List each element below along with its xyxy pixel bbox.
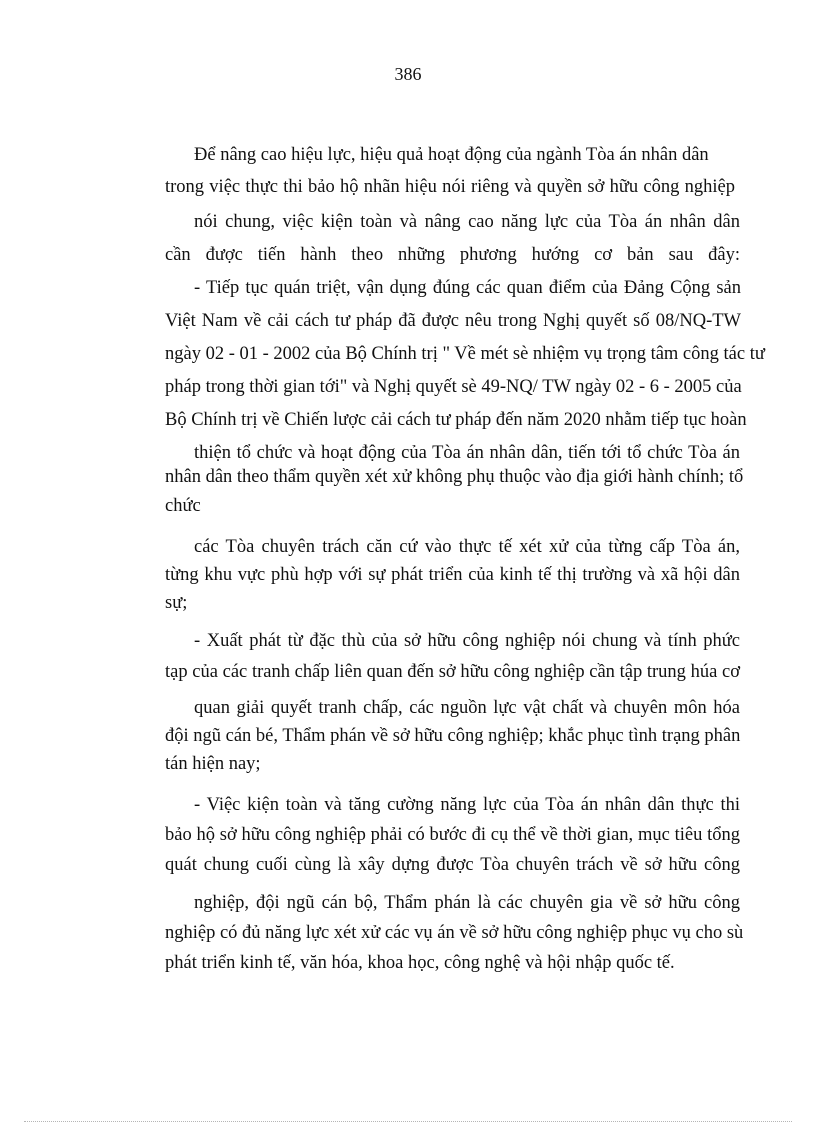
text-line-2: trong việc thực thi bảo hộ nhãn hiệu nói riêng và quyền sở hữu công nghiệp bbox=[165, 177, 735, 197]
text-line-15: sự; bbox=[165, 593, 188, 613]
text-line-6: Việt Nam về cải cách tư pháp đã được nêu trong Nghị quyết số 08/NQ-TW bbox=[165, 311, 741, 331]
text-line-14: từng khu vực phù hợp với sự phát triển của kinh tế thị trường và xã hội dân bbox=[165, 565, 740, 585]
text-line-18: quan giải quyết tranh chấp, các nguồn lực vật chất và chuyên môn hóa bbox=[194, 698, 740, 718]
text-line-21: - Việc kiện toàn và tăng cường năng lực của Tòa án nhân dân thực thi bbox=[194, 795, 740, 815]
text-line-9: Bộ Chính trị về Chiến lược cải cách tư pháp đến năm 2020 nhằm tiếp tục hoàn bbox=[165, 410, 747, 430]
text-line-23: quát chung cuối cùng là xây dựng được Tòa chuyên trách về sở hữu công bbox=[165, 855, 740, 875]
text-line-24: nghiệp, đội ngũ cán bộ, Thẩm phán là các chuyên gia về sở hữu công bbox=[194, 893, 740, 913]
text-line-3: nói chung, việc kiện toàn và nâng cao năng lực của Tòa án nhân dân bbox=[194, 212, 740, 232]
text-line-11: nhân dân theo thẩm quyền xét xử không phụ thuộc vào địa giới hành chính; tổ bbox=[165, 467, 744, 487]
text-line-12: chức bbox=[165, 496, 201, 516]
text-line-22: bảo hộ sở hữu công nghiệp phải có bước đi cụ thể về thời gian, mục tiêu tổng bbox=[165, 825, 740, 845]
text-line-4: cần được tiến hành theo những phương hướng cơ bản sau đây: bbox=[165, 245, 740, 265]
text-line-20: tán hiện nay; bbox=[165, 754, 261, 774]
text-line-10: thiện tổ chức và hoạt động của Tòa án nhân dân, tiến tới tổ chức Tòa án bbox=[194, 443, 740, 463]
text-line-17: tạp của các tranh chấp liên quan đến sở hữu công nghiệp cần tập trung húa cơ bbox=[165, 662, 740, 682]
page-bottom-divider bbox=[24, 1121, 792, 1122]
text-line-13: các Tòa chuyên trách căn cứ vào thực tế xét xử của từng cấp Tòa án, bbox=[194, 537, 740, 557]
page-number: 386 bbox=[394, 64, 422, 84]
text-line-7: ngày 02 - 01 - 2002 của Bộ Chính trị " Về mét sè nhiệm vụ trọng tâm công tác tư bbox=[165, 344, 765, 364]
text-line-1: Để nâng cao hiệu lực, hiệu quả hoạt động của ngành Tòa án nhân dân bbox=[194, 145, 709, 165]
text-line-19: đội ngũ cán bé, Thẩm phán về sở hữu công nghiệp; khắc phục tình trạng phân bbox=[165, 726, 741, 746]
text-line-5: - Tiếp tục quán triệt, vận dụng đúng các quan điểm của Đảng Cộng sản bbox=[194, 278, 741, 298]
text-line-16: - Xuất phát từ đặc thù của sở hữu công nghiệp nói chung và tính phức bbox=[194, 631, 740, 651]
text-line-25: nghiệp có đủ năng lực xét xử các vụ án về sở hữu công nghiệp phục vụ cho sù bbox=[165, 923, 744, 943]
text-line-8: pháp trong thời gian tới" và Nghị quyết sè 49-NQ/ TW ngày 02 - 6 - 2005 của bbox=[165, 377, 742, 397]
text-line-26: phát triển kinh tế, văn hóa, khoa học, công nghệ và hội nhập quốc tế. bbox=[165, 953, 675, 973]
